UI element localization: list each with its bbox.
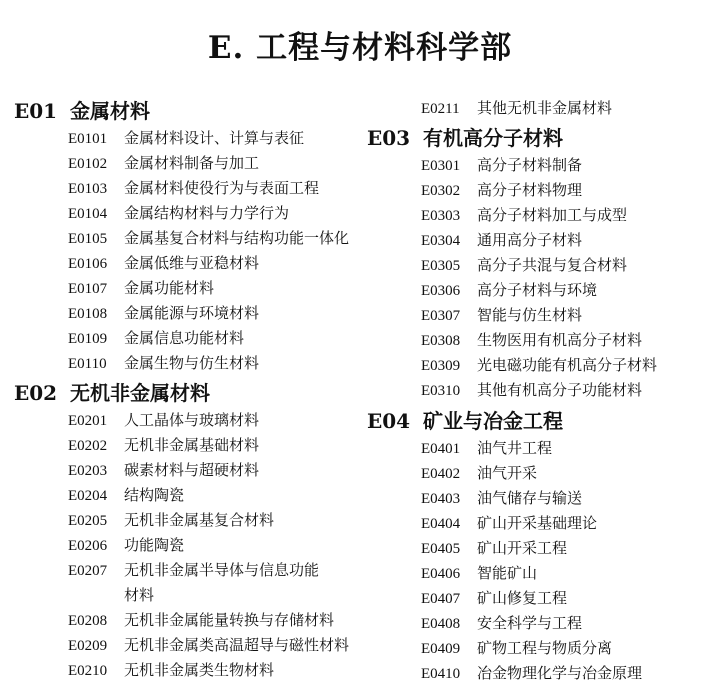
section-name: 无机非金属材料 <box>70 381 210 405</box>
item-code: E0107 <box>68 281 108 297</box>
item-name: 矿山开采工程 <box>477 539 568 557</box>
list-item <box>367 97 612 118</box>
item-code: E0203 <box>68 463 108 479</box>
item-name: 金属功能材料 <box>124 279 215 297</box>
item-name: 金属能源与环境材料 <box>124 304 260 322</box>
item-code: E0306 <box>421 283 461 299</box>
section-name: 矿业与冶金工程 <box>423 409 563 433</box>
section-heading-e04 <box>367 405 563 434</box>
list-item <box>14 609 334 630</box>
item-code: E0110 <box>68 356 107 372</box>
item-code: E0104 <box>68 206 108 222</box>
section-name: 金属材料 <box>70 99 150 123</box>
item-name: 无机非金属基础材料 <box>124 436 260 454</box>
item-name: 金属材料制备与加工 <box>124 154 260 172</box>
item-code: E0406 <box>421 566 461 582</box>
section-code: E04 <box>367 409 411 433</box>
list-item <box>367 487 582 508</box>
item-code: E0303 <box>421 208 461 224</box>
list-item <box>14 302 259 323</box>
list-item <box>367 279 597 300</box>
item-name: 生物医用有机高分子材料 <box>477 331 643 349</box>
list-item <box>14 177 319 198</box>
item-code: E0105 <box>68 231 108 247</box>
item-code: E0102 <box>68 156 108 172</box>
item-name: 高分子材料物理 <box>477 181 583 199</box>
list-item <box>367 229 582 250</box>
item-name: 油气井工程 <box>477 439 553 457</box>
item-code: E0206 <box>68 538 108 554</box>
item-code: E0308 <box>421 333 461 349</box>
list-item <box>14 484 184 505</box>
item-code: E0307 <box>421 308 461 324</box>
item-code: E0204 <box>68 488 108 504</box>
list-item <box>14 152 259 173</box>
item-code: E0405 <box>421 541 461 557</box>
item-name: 金属基复合材料与结构功能一体化 <box>124 229 350 247</box>
item-code: E0108 <box>68 306 108 322</box>
item-code: E0310 <box>421 383 461 399</box>
item-code: E0202 <box>68 438 108 454</box>
item-code: E0208 <box>68 613 108 629</box>
list-item <box>367 637 612 658</box>
item-code: E0408 <box>421 616 461 632</box>
list-item <box>14 434 259 455</box>
item-name: 其他无机非金属材料 <box>477 99 613 117</box>
item-code: E0103 <box>68 181 108 197</box>
item-name: 无机非金属类高温超导与磁性材料 <box>124 636 350 654</box>
list-item <box>14 509 274 530</box>
list-item <box>14 227 349 248</box>
item-code: E0404 <box>421 516 461 532</box>
item-name: 光电磁功能有机高分子材料 <box>477 356 658 374</box>
item-code: E0403 <box>421 491 461 507</box>
list-item <box>367 354 657 375</box>
list-item <box>14 327 244 348</box>
list-item <box>14 534 184 555</box>
section-code: E03 <box>367 126 411 150</box>
list-item <box>14 202 289 223</box>
item-name: 冶金物理化学与冶金原理 <box>477 664 643 682</box>
item-name: 安全科学与工程 <box>477 614 583 632</box>
section-heading-e02 <box>14 377 210 406</box>
item-name: 无机非金属类生物材料 <box>124 661 275 679</box>
list-item <box>367 512 597 533</box>
list-item <box>367 179 582 200</box>
item-code: E0210 <box>68 663 108 679</box>
item-code: E0309 <box>421 358 461 374</box>
item-name: 金属材料使役行为与表面工程 <box>124 179 320 197</box>
list-item <box>367 329 642 350</box>
list-item <box>367 154 582 175</box>
list-item <box>14 277 214 298</box>
item-code: E0201 <box>68 413 108 429</box>
item-code: E0101 <box>68 131 108 147</box>
item-code: E0402 <box>421 466 461 482</box>
item-name: 高分子共混与复合材料 <box>477 256 628 274</box>
section-heading-e03 <box>367 122 563 151</box>
section-code: E02 <box>14 381 58 405</box>
item-name: 智能与仿生材料 <box>477 306 583 324</box>
item-code: E0211 <box>421 101 460 117</box>
item-name: 高分子材料制备 <box>477 156 583 174</box>
list-item <box>14 659 274 680</box>
list-item <box>367 379 642 400</box>
list-item <box>14 352 259 373</box>
item-name: 其他有机高分子功能材料 <box>477 381 643 399</box>
item-code: E0207 <box>68 563 108 579</box>
item-name: 高分子材料加工与成型 <box>477 206 628 224</box>
item-code: E0109 <box>68 331 108 347</box>
page-title: E. 工程与材料科学部 <box>207 30 513 66</box>
item-name: 高分子材料与环境 <box>477 281 598 299</box>
list-item <box>14 252 259 273</box>
item-name: 金属材料设计、计算与表征 <box>124 129 305 147</box>
item-name: 智能矿山 <box>477 564 538 582</box>
list-item <box>14 559 319 580</box>
item-name-continuation: 材料 <box>124 586 155 604</box>
list-item <box>14 459 259 480</box>
item-name: 无机非金属能量转换与存储材料 <box>124 611 335 629</box>
list-item <box>367 662 642 683</box>
list-item <box>367 304 582 325</box>
list-item <box>367 612 582 633</box>
item-name: 无机非金属半导体与信息功能 <box>124 561 320 579</box>
item-name: 金属低维与亚稳材料 <box>124 254 260 272</box>
list-item <box>14 127 304 148</box>
item-name: 金属结构材料与力学行为 <box>124 204 290 222</box>
item-name: 碳素材料与超硬材料 <box>124 461 260 479</box>
item-name: 功能陶瓷 <box>124 536 185 554</box>
list-item <box>367 437 552 458</box>
item-code: E0407 <box>421 591 461 607</box>
list-item <box>367 537 567 558</box>
item-code: E0302 <box>421 183 461 199</box>
list-item <box>367 254 627 275</box>
item-name: 油气开采 <box>477 464 538 482</box>
list-item <box>367 587 567 608</box>
item-name: 金属生物与仿生材料 <box>124 354 260 372</box>
item-name: 结构陶瓷 <box>124 486 185 504</box>
item-code: E0205 <box>68 513 108 529</box>
item-code: E0106 <box>68 256 108 272</box>
item-name: 金属信息功能材料 <box>124 329 245 347</box>
item-code: E0410 <box>421 666 461 682</box>
section-code: E01 <box>14 99 58 123</box>
item-name: 矿物工程与物质分离 <box>477 639 613 657</box>
list-item <box>367 462 537 483</box>
section-heading-e01 <box>14 95 150 124</box>
item-code: E0301 <box>421 158 461 174</box>
list-item <box>367 562 537 583</box>
item-name: 矿山修复工程 <box>477 589 568 607</box>
item-name: 人工晶体与玻璃材料 <box>124 411 260 429</box>
item-name: 通用高分子材料 <box>477 231 583 249</box>
item-code: E0305 <box>421 258 461 274</box>
item-code: E0401 <box>421 441 461 457</box>
item-name: 油气储存与输送 <box>477 489 583 507</box>
list-item <box>367 204 627 225</box>
list-item <box>14 634 349 655</box>
item-code: E0209 <box>68 638 108 654</box>
item-name: 矿山开采基础理论 <box>477 514 598 532</box>
list-item <box>14 409 259 430</box>
item-code: E0304 <box>421 233 461 249</box>
item-name: 无机非金属基复合材料 <box>124 511 275 529</box>
item-code: E0409 <box>421 641 461 657</box>
section-name: 有机高分子材料 <box>423 126 563 150</box>
